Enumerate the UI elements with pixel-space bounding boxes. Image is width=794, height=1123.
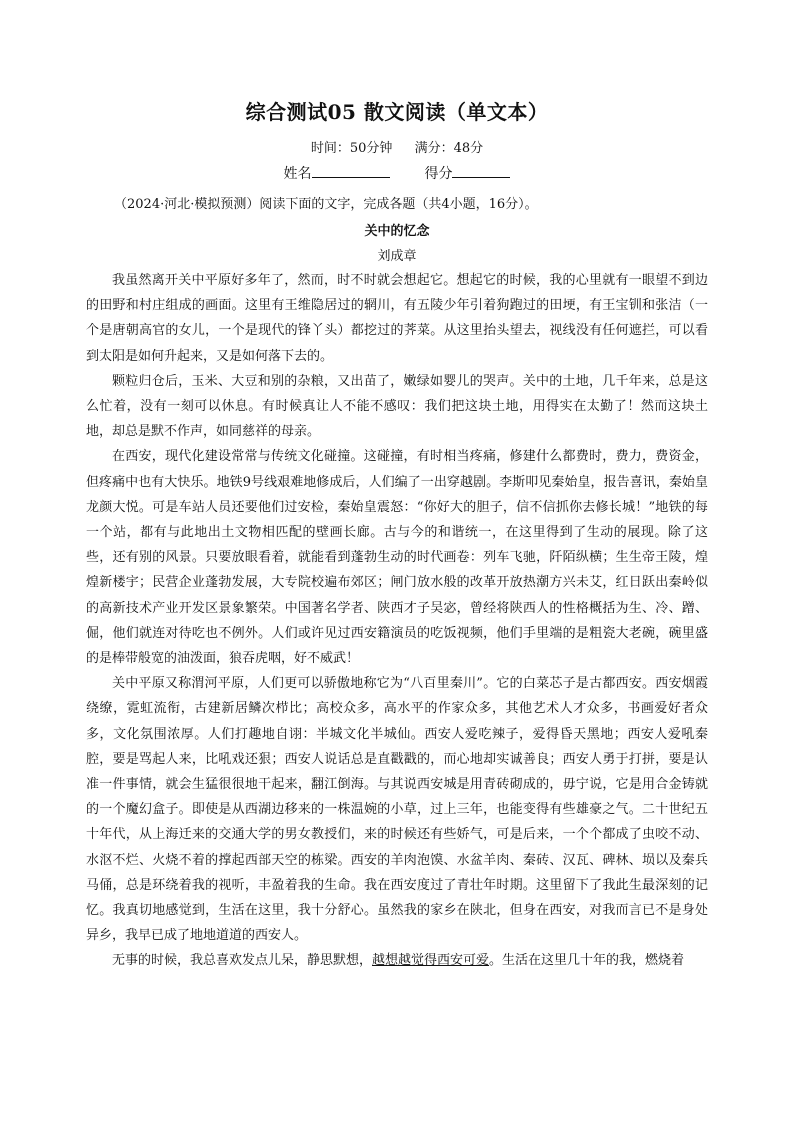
essay-author: 刘成章 xyxy=(377,249,417,264)
name-field[interactable] xyxy=(312,163,390,178)
full-score: 满分：48分 xyxy=(414,141,484,156)
name-score-line xyxy=(0,163,794,183)
essay-title: 关中的忆念 xyxy=(364,224,430,239)
paragraph-5 xyxy=(86,948,708,973)
exam-meta xyxy=(0,137,794,156)
paragraph-5-text-b: 。生活在这里几十年的我，燃烧着 xyxy=(489,953,685,969)
grade-label: 得分 xyxy=(424,166,453,182)
time-limit: 时间：50分钟 xyxy=(310,141,393,156)
paragraph-4: 关中平原又称渭河平原，人们更可以骄傲地称它为“八百里秦川”。它的白菜芯子是古都西安。西安烟霞绕缭，霓虹流衔，古建新居鳞次栉比；高校众多，高水平的作家众多，其他艺术人才众多，书画爱好者众多，文化氛围浓厚。人们打趣地自诩：半城文化半城仙。西安人爱吃辣子，爱得昏天黑地；西安人爱吼秦腔，要是骂起人来，比吼戏还狠；西安人说话总是直戳戳的，而心地却实诚善良；西安人勇于打拼，要是认准一件事情，就会生猛很很地干起来，翻江倒海。与其说西安城是用青砖砌成的，毋宁说，它是用合金铸就的一个魔幻盒子。即使是从西湖边移来的一株温婉的小草，过上三年，也能变得有些雄豪之气。二十世纪五十年代，从上海迁来的交通大学的男女教授们，来的时候还有些娇气，可是后来，一个个都成了虫咬不动、水沤不烂、火烧不着的撑起西部天空的栋梁。西安的羊肉泡馍、水盆羊肉、秦砖、汉瓦、碑林、埙以及秦兵马俑，总是环绕着我的视听，丰盈着我的生命。我在西安度过了青壮年时期。这里留下了我此生最深刻的记忆。我真切地感觉到，生活在这里，我十分舒心。虽然我的家乡在陕北，但身在西安，对我而言已不是身处异乡，我早已成了地地道道的西安人。 xyxy=(86,676,708,944)
paragraph-5-text-a: 无事的时候，我总喜欢发点儿呆，静思默想， xyxy=(112,953,373,969)
grade-field[interactable] xyxy=(452,163,510,178)
instructions: （2024·河北·模拟预测）阅读下面的文字，完成各题（共4小题，16分）。 xyxy=(114,197,538,212)
name-label: 姓名 xyxy=(283,166,312,182)
paragraph-3: 在西安，现代化建设常常与传统文化碰撞。这碰撞，有时相当疼痛，修建什么都费时，费力，费资金，但疼痛中也有大快乐。地铁9号线艰难地修成后，人们编了一出穿越剧。李斯叩见秦始皇，报告喜讯，秦始皇龙颜大悦。可是车站人员还要他们过安检，秦始皇震怒：“你好大的胆子，信不信抓你去修长城！”地铁的每一个站，都有与此地出土文物相匹配的壁画长廊。古与今的和谐统一，在这里得到了生动的展现。除了这些，还有别的风景。只要放眼看着，就能看到蓬勃生动的时代画卷：列车飞驰，阡陌纵横；生生帝王陵，煌煌新楼宇；民营企业蓬勃发展，大专院校遍布郊区；闸门放水般的改革开放热潮方兴未艾，红日跃出秦岭似的高新技术产业开发区景象繁荣。中国著名学者、陕西才子吴宓，曾经将陕西人的性格概括为生、冷、蹭、倔，他们就连对待吃也不例外。人们或许见过西安籍演员的吃饭视频，他们手里端的是粗瓷大老碗，碗里盛的是棒带般宽的油泼面，狼吞虎咽，好不威武！ xyxy=(86,449,708,667)
underlined-sentence: 越想越觉得西安可爱 xyxy=(372,953,490,969)
paragraph-2: 颗粒归仓后，玉米、大豆和别的杂粮，又出苗了，嫩绿如婴儿的哭声。关中的土地，几千年来，总是这么忙着，没有一刻可以休息。有时候真让人不能不感叹：我们把这块土地，用得实在太勤了！然而这块土地，却总是默不作声，如同慈祥的母亲。 xyxy=(86,373,708,440)
paragraph-1: 我虽然离开关中平原好多年了，然而，时不时就会想起它。想起它的时候，我的心里就有一眼望不到边的田野和村庄组成的画面。这里有王维隐居过的辋川，有五陵少年引着狗跑过的田埂，有王宝钏和张洁（一个是唐朝高官的女儿，一个是现代的锋丫头）都挖过的荠菜。从这里抬头望去，视线没有任何遮拦，可以看到太阳是如何升起来，又是如何落下去的。 xyxy=(86,273,708,364)
page-title: 综合测试05 散文阅读（单文本） xyxy=(245,100,549,124)
essay-body xyxy=(86,268,708,974)
